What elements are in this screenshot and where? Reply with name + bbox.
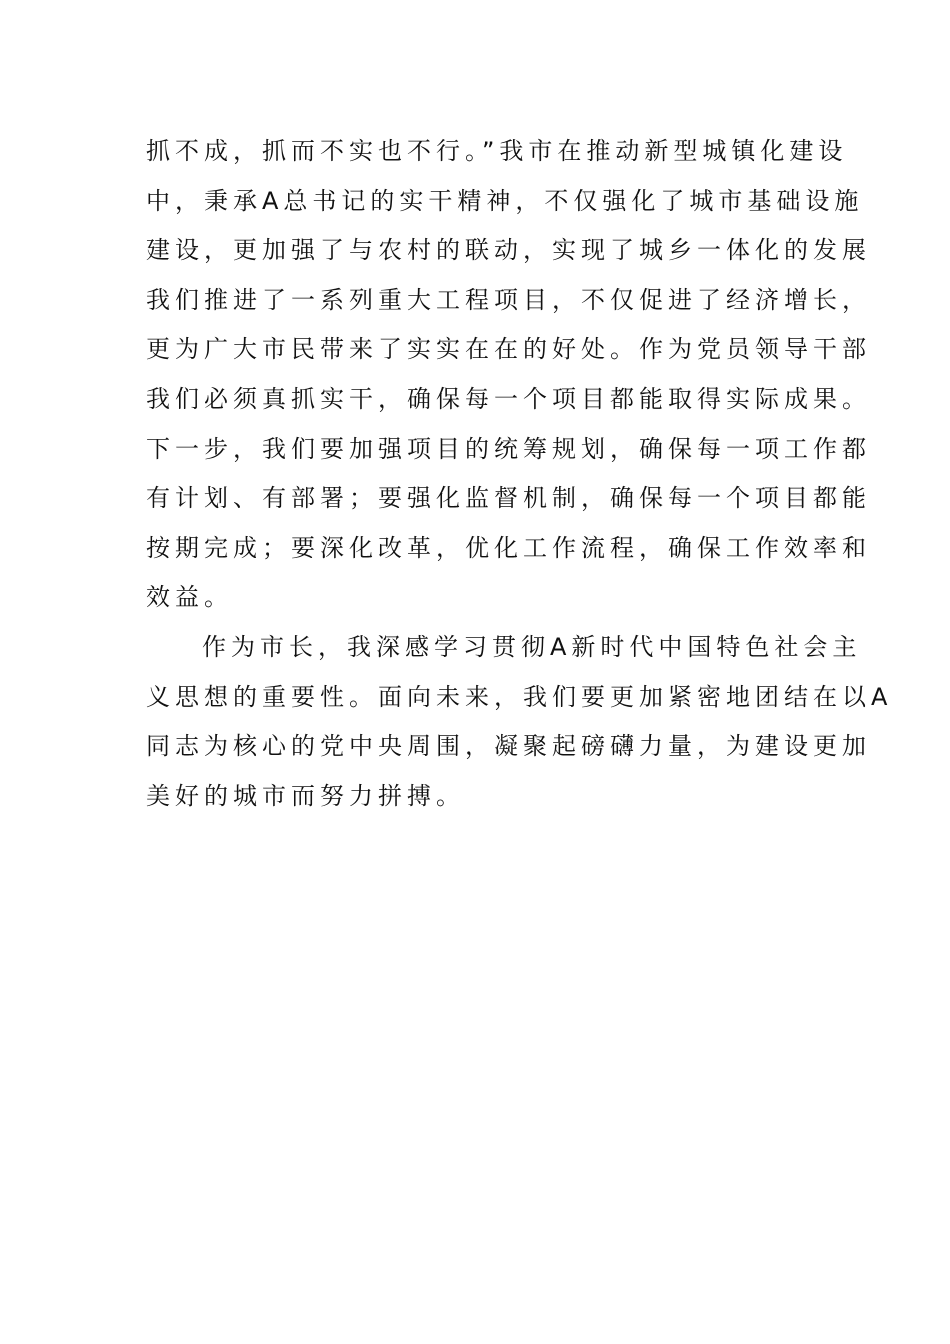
body-text (146, 127, 893, 821)
text-line: 义思想的重要性。面向未来，我们要更加紧密地团结在以A (146, 682, 893, 711)
text-line: 我们推进了一系列重大工程项目，不仅促进了经济增长， (146, 285, 871, 314)
text-line: 有计划、有部署；要强化监督机制，确保每一个项目都能 (146, 484, 871, 513)
text-line: 中，秉承A总书记的实干精神，不仅强化了城市基础设施 (146, 186, 864, 215)
text-line: 按期完成；要深化改革，优化工作流程，确保工作效率和 (146, 533, 871, 562)
text-line: 同志为核心的党中央周围，凝聚起磅礴力量，为建设更加 (146, 732, 871, 761)
text-line: 我们必须真抓实干，确保每一个项目都能取得实际成果。 (146, 384, 871, 413)
text-line: 效益。 (146, 583, 233, 612)
text-line: 更为广大市民带来了实实在在的好处。作为党员领导干部 (146, 335, 871, 364)
text-line: 美好的城市而努力拼搏。 (146, 781, 465, 810)
paragraph-2 (146, 623, 893, 821)
text-line: 抓不成，抓而不实也不行。”我市在推动新型城镇化建设 (146, 137, 848, 165)
paragraph-1 (146, 127, 871, 623)
text-line: 作为市长，我深感学习贯彻A新时代中国特色社会主 (202, 632, 862, 661)
text-line: 下一步，我们要加强项目的统筹规划，确保每一项工作都 (146, 434, 871, 463)
text-line: 建设，更加强了与农村的联动，实现了城乡一体化的发展 (146, 236, 871, 265)
